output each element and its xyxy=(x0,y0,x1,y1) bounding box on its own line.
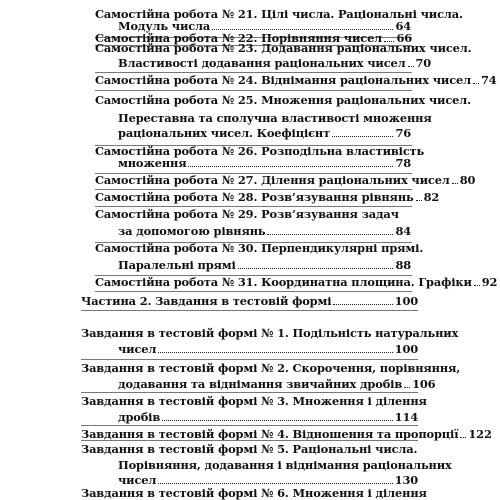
toc-entry-title: за допомогою рівнянь xyxy=(118,224,266,238)
dot-leader xyxy=(416,200,422,201)
toc-page-number: 70 xyxy=(415,56,432,70)
toc-entry-title: Самостійна робота № 23. Додавання раціональних чисел. xyxy=(95,41,472,55)
toc-entry-title: Самостійна робота № 24. Віднімання раціональних чисел xyxy=(95,73,471,87)
toc-entry-title: Завдання в тестовій формі № 5. Раціональні числа. xyxy=(81,442,418,456)
toc-page-number: 130 xyxy=(394,473,418,487)
dot-leader xyxy=(158,352,392,353)
toc-entry-title: Модуль числа xyxy=(118,19,211,33)
toc-page-number: 82 xyxy=(423,190,440,204)
toc-entry-title: Самостійна робота № 29. Розв’язування задач xyxy=(95,207,399,221)
toc-part-heading xyxy=(81,288,418,308)
dot-leader xyxy=(474,285,480,286)
toc-entry-title: Самостійна робота № 22. Порівняння чисел xyxy=(95,31,383,45)
toc-entry-title: Завдання в тестовій формі № 1. Подільність натуральних xyxy=(81,326,459,340)
toc-entry-title: додавання та віднімання звичайних дробів xyxy=(118,377,403,391)
toc-entry-title: Паралельні прямі xyxy=(118,258,236,272)
toc-entry xyxy=(118,120,411,140)
toc-entry-title: Самостійна робота № 30. Перпендикулярні прямі. xyxy=(95,241,424,255)
toc-page-number: 92 xyxy=(481,275,498,289)
toc-entry-title: Завдання в тестовій формі № 3. Множення і ділення xyxy=(81,394,427,408)
toc-entry-title: чисел xyxy=(118,473,157,487)
toc-page-number: 80 xyxy=(459,173,476,187)
toc-entry-title: Самостійна робота № 21. Цілі числа. Раціональні числа. xyxy=(95,7,463,21)
toc-entry-title: Завдання в тестовій формі № 6. Множення і ділення xyxy=(81,486,427,500)
toc-page-number: 122 xyxy=(468,427,492,441)
toc-entry-title: Самостійна робота № 28. Розв’язування рівнянь xyxy=(95,190,414,204)
toc-page-number: 74 xyxy=(480,73,497,87)
toc-entry-title: Завдання в тестовій формі № 2. Скорочення, порівняння, xyxy=(81,361,461,375)
toc-entry xyxy=(118,336,418,356)
toc-page-number: 64 xyxy=(395,19,411,33)
toc-entry-title: чисел xyxy=(118,342,157,356)
dot-leader xyxy=(460,437,466,438)
toc-separator xyxy=(81,310,418,311)
toc-entry-title: Самостійна робота № 26. Розподільна властивість xyxy=(95,144,425,158)
dot-leader xyxy=(452,183,458,184)
toc-entry-title: Порівняння, додавання і віднімання раціональних xyxy=(118,458,452,472)
dot-leader xyxy=(473,83,479,84)
toc-entry-title: дробів xyxy=(118,410,161,424)
toc-page-number: 76 xyxy=(395,126,411,140)
toc-page-number: 88 xyxy=(395,258,411,272)
toc-entry xyxy=(95,269,498,289)
toc-entry-title: Завдання в тестовій формі № 4. Відношення та пропорції xyxy=(81,427,459,441)
toc-page-number: 100 xyxy=(394,342,418,356)
toc-entry-title: Самостійна робота № 27. Ділення раціональних чисел xyxy=(95,173,450,187)
toc-page-number: 106 xyxy=(412,377,436,391)
toc-entry-title: раціональних чисел. Коефіцієнт xyxy=(118,126,331,140)
toc-entry xyxy=(81,480,427,500)
toc-entry-title: Самостійна робота № 31. Координатна площина. Графіки xyxy=(95,275,472,289)
toc-entry xyxy=(95,87,471,107)
dot-leader xyxy=(333,304,392,305)
dot-leader xyxy=(332,136,393,137)
toc-entry-title: Властивості додавання раціональних чисел xyxy=(118,56,406,70)
toc-entry-title: Переставна та сполучна властивості множення xyxy=(118,111,432,125)
toc-page-number: 66 xyxy=(396,31,412,45)
toc-entry-title: Самостійна робота № 25. Множення раціональних чисел. xyxy=(95,93,471,107)
toc-page-number: 114 xyxy=(394,410,418,424)
toc-entry xyxy=(95,67,497,87)
toc-entry-title: Частина 2. Завдання в тестовій формі xyxy=(81,294,332,308)
toc-page-number: 100 xyxy=(394,294,418,308)
toc-page-number: 78 xyxy=(395,156,411,170)
toc-page-number: 84 xyxy=(395,224,411,238)
toc-entry-title: множення xyxy=(118,156,187,170)
